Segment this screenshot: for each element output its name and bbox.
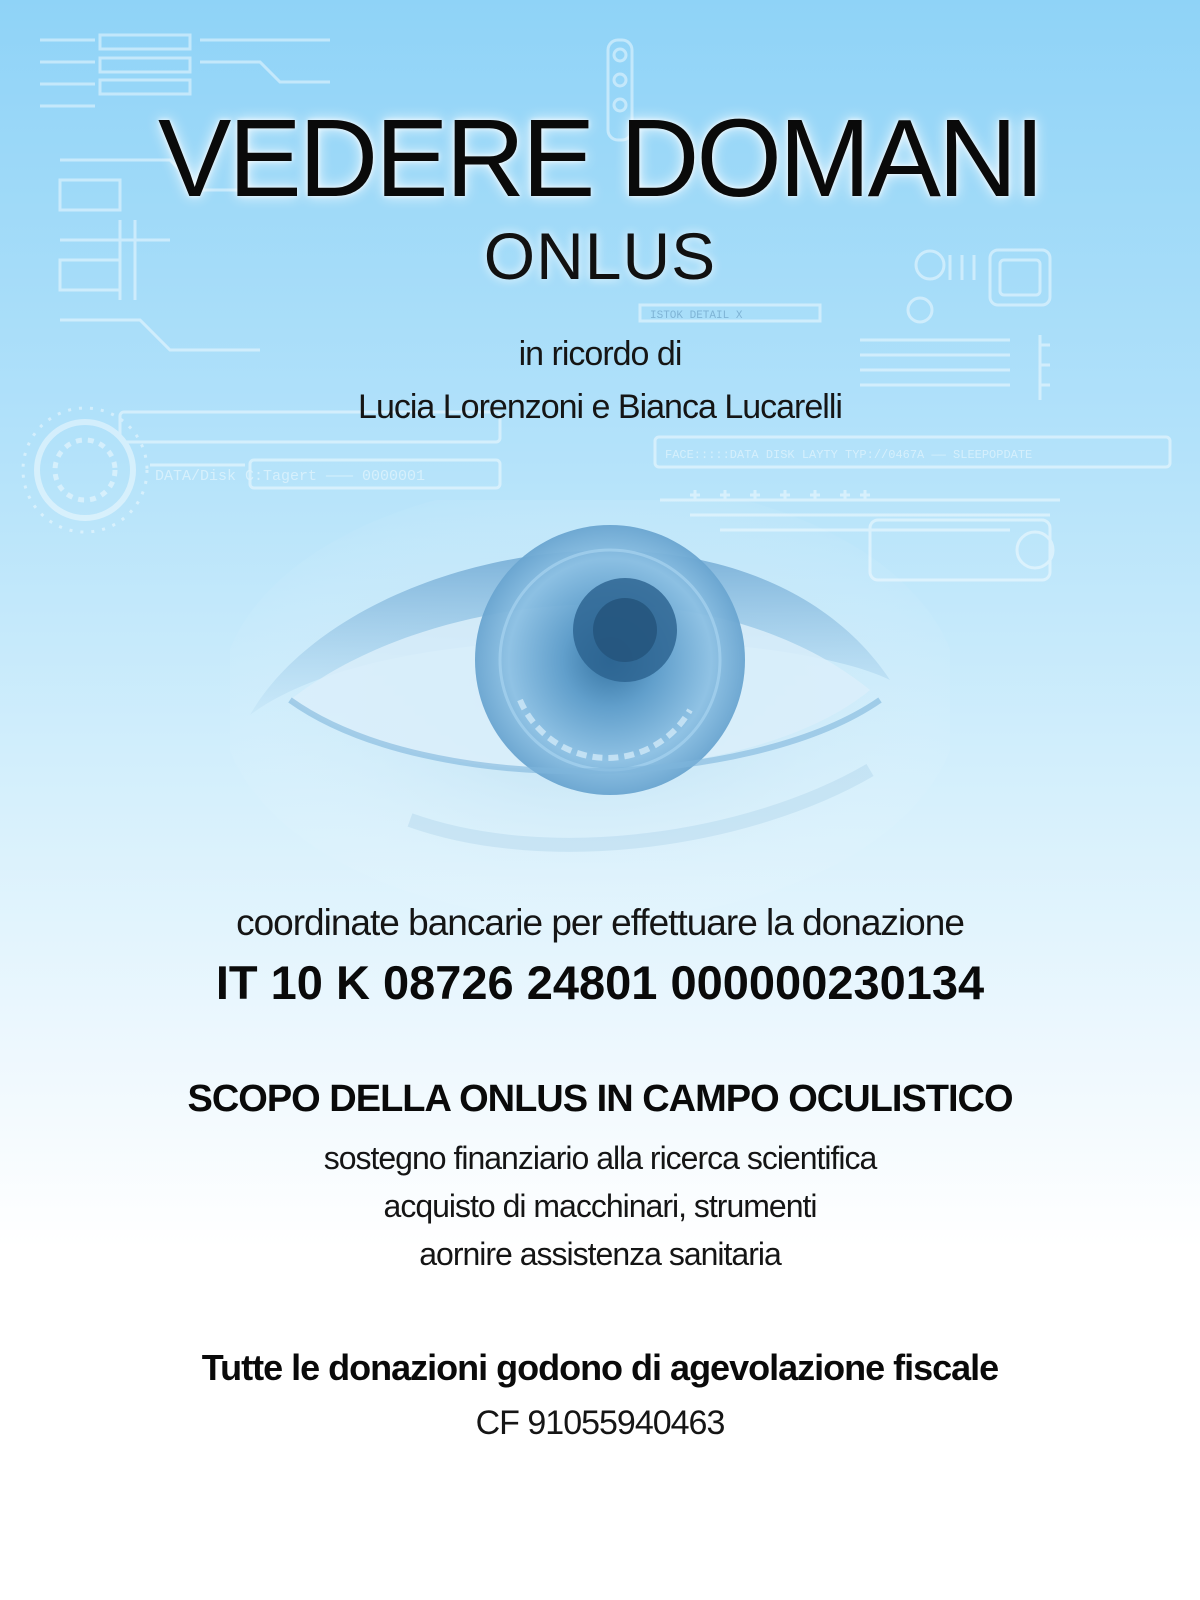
tax-code: CF 91055940463 — [475, 1404, 725, 1442]
scope-item: acquisto di macchinari, strumenti — [383, 1188, 817, 1224]
iban-code: IT 10 K 08726 24801 000000230134 — [215, 956, 985, 1009]
scope-heading: SCOPO DELLA ONLUS IN CAMPO OCULISTICO — [187, 1078, 1013, 1120]
hud-text: ISTOK DETAIL X — [650, 310, 743, 322]
eye-icon — [230, 500, 950, 920]
page-title: VEDERE DOMANI — [158, 97, 1042, 220]
hud-text: DATA/Disk C:Tagert ——— 0000001 — [155, 468, 426, 485]
scope-item: aornire assistenza sanitaria — [419, 1236, 781, 1272]
dedication-names: Lucia Lorenzoni e Bianca Lucarelli — [358, 388, 842, 426]
bank-details-label: coordinate bancarie per effettuare la donazione — [236, 902, 964, 943]
tax-benefit-note: Tutte le donazioni godono di agevolazione fiscale — [201, 1347, 999, 1388]
page-subtitle: ONLUS — [483, 219, 717, 293]
hud-text: FACE:::::DATA DISK LAYTY TYP://0467A —— SLEEPOPDATE — [665, 448, 1033, 462]
scope-item: sostegno finanziario alla ricerca scientifica — [323, 1140, 877, 1176]
dedication-label: in ricordo di — [518, 335, 682, 373]
